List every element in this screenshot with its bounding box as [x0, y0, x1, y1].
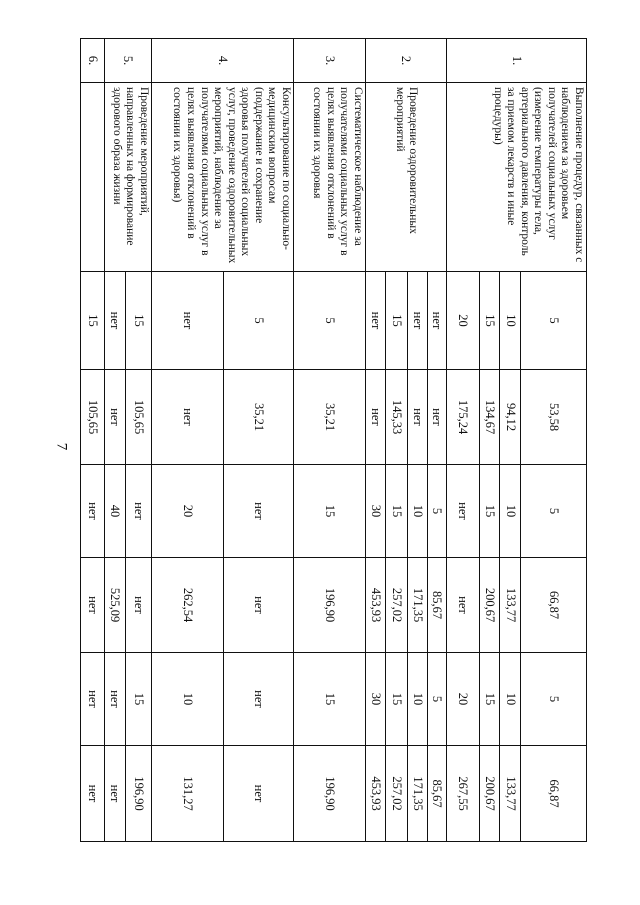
- table-cell: нет: [81, 465, 105, 558]
- services-tariff-table: [80, 38, 587, 842]
- table-cell: 5: [293, 272, 365, 370]
- table-cell: 5: [427, 653, 446, 746]
- service-description: Систематическое наблюдение за получателями социальных услуг в целях выявления отклонений в состоянии их здоровья: [293, 83, 365, 272]
- table-cell: нет: [81, 653, 105, 746]
- table-cell: 10: [151, 653, 224, 746]
- table-cell: 94,12: [500, 370, 520, 465]
- table-cell: 30: [365, 653, 385, 746]
- table-cell: 257,02: [385, 746, 407, 842]
- table-cell: 66,87: [520, 746, 586, 842]
- service-description: [81, 83, 105, 272]
- table-cell: нет: [151, 272, 224, 370]
- table-cell: 15: [293, 465, 365, 558]
- table-cell: нет: [224, 465, 294, 558]
- table-cell: 525,09: [104, 558, 125, 653]
- table-cell: 5: [520, 653, 586, 746]
- table-cell: нет: [224, 558, 294, 653]
- table-cell: 15: [385, 653, 407, 746]
- table-cell: нет: [365, 370, 385, 465]
- table-cell: 15: [126, 272, 152, 370]
- table-cell: 196,90: [126, 746, 152, 842]
- table-cell: 196,90: [293, 746, 365, 842]
- table-cell: 171,35: [408, 558, 427, 653]
- table-cell: нет: [81, 558, 105, 653]
- table-cell: 66,87: [520, 558, 586, 653]
- table-cell: 5: [427, 465, 446, 558]
- table-cell: нет: [104, 370, 125, 465]
- table-cell: 10: [500, 465, 520, 558]
- table-cell: 10: [500, 272, 520, 370]
- table-cell: нет: [427, 272, 446, 370]
- table-cell: нет: [365, 272, 385, 370]
- row-number: 3.: [293, 39, 365, 83]
- row-number: 4.: [151, 39, 293, 83]
- table-cell: нет: [427, 370, 446, 465]
- service-description: Консультирование по социально-медицинским вопросам (поддержание и сохранение здоровья получателей социальных услуг, проведение оздоровительных мероприятий, наблюдение за получателями социальных услуг в целях выявления отклонений в состоянии их здоровья): [151, 83, 293, 272]
- table-cell: 145,33: [385, 370, 407, 465]
- table-cell: 20: [446, 272, 479, 370]
- table-cell: 15: [480, 272, 500, 370]
- table-cell: 20: [446, 653, 479, 746]
- service-description: Выполнение процедур, связанных с наблюдением за здоровьем получателей социальных услуг (измерение температуры тела, артериального давления, контроль за приемом лекарств и иные процедуры): [446, 83, 586, 272]
- row-number: 6.: [81, 39, 105, 83]
- table-cell: 262,54: [151, 558, 224, 653]
- table-cell: нет: [151, 370, 224, 465]
- table-cell: 85,67: [427, 746, 446, 842]
- table-row: [427, 39, 446, 842]
- table-cell: 257,02: [385, 558, 407, 653]
- table-cell: 53,58: [520, 370, 586, 465]
- rotated-table-container: [80, 38, 587, 841]
- table-cell: нет: [81, 746, 105, 842]
- table-row: [224, 39, 294, 842]
- page-number: 7: [53, 442, 70, 451]
- table-cell: 200,67: [480, 746, 500, 842]
- table-cell: нет: [408, 272, 427, 370]
- table-cell: 15: [385, 465, 407, 558]
- table-cell: 453,93: [365, 558, 385, 653]
- table-row: [126, 39, 152, 842]
- table-cell: нет: [104, 746, 125, 842]
- table-cell: 35,21: [224, 370, 294, 465]
- row-number: 1.: [446, 39, 586, 83]
- table-cell: 105,65: [81, 370, 105, 465]
- table-cell: 105,65: [126, 370, 152, 465]
- table-cell: нет: [224, 653, 294, 746]
- table-cell: 15: [81, 272, 105, 370]
- table-row: [520, 39, 586, 842]
- table-cell: нет: [104, 272, 125, 370]
- table-cell: 175,24: [446, 370, 479, 465]
- table-cell: 453,93: [365, 746, 385, 842]
- row-number: 5.: [104, 39, 151, 83]
- table-cell: 85,67: [427, 558, 446, 653]
- table-cell: 196,90: [293, 558, 365, 653]
- table-cell: 133,77: [500, 558, 520, 653]
- table-cell: 15: [293, 653, 365, 746]
- table-cell: нет: [446, 465, 479, 558]
- table-cell: 5: [520, 272, 586, 370]
- table-cell: 15: [480, 465, 500, 558]
- table-cell: нет: [104, 653, 125, 746]
- table-cell: нет: [126, 465, 152, 558]
- table-cell: 40: [104, 465, 125, 558]
- service-description: Проведение мероприятий, направленных на формирование здорового образа жизни: [104, 83, 151, 272]
- table-cell: 267,55: [446, 746, 479, 842]
- table-cell: 10: [500, 653, 520, 746]
- service-description: Проведение оздоровительных мероприятий: [365, 83, 446, 272]
- table-cell: 5: [520, 465, 586, 558]
- table-cell: нет: [224, 746, 294, 842]
- table-row: [293, 39, 365, 842]
- table-cell: 10: [408, 653, 427, 746]
- table-cell: нет: [126, 558, 152, 653]
- table-cell: 131,27: [151, 746, 224, 842]
- table-cell: 133,77: [500, 746, 520, 842]
- table-cell: 15: [480, 653, 500, 746]
- table-cell: нет: [408, 370, 427, 465]
- table-cell: 30: [365, 465, 385, 558]
- table-cell: 10: [408, 465, 427, 558]
- table-cell: нет: [446, 558, 479, 653]
- table-cell: 15: [126, 653, 152, 746]
- table-cell: 35,21: [293, 370, 365, 465]
- row-number: 2.: [365, 39, 446, 83]
- table-cell: 171,35: [408, 746, 427, 842]
- table-cell: 200,67: [480, 558, 500, 653]
- table-cell: 15: [385, 272, 407, 370]
- table-cell: 5: [224, 272, 294, 370]
- table-cell: 20: [151, 465, 224, 558]
- table-row: [81, 39, 105, 842]
- table-cell: 134,67: [480, 370, 500, 465]
